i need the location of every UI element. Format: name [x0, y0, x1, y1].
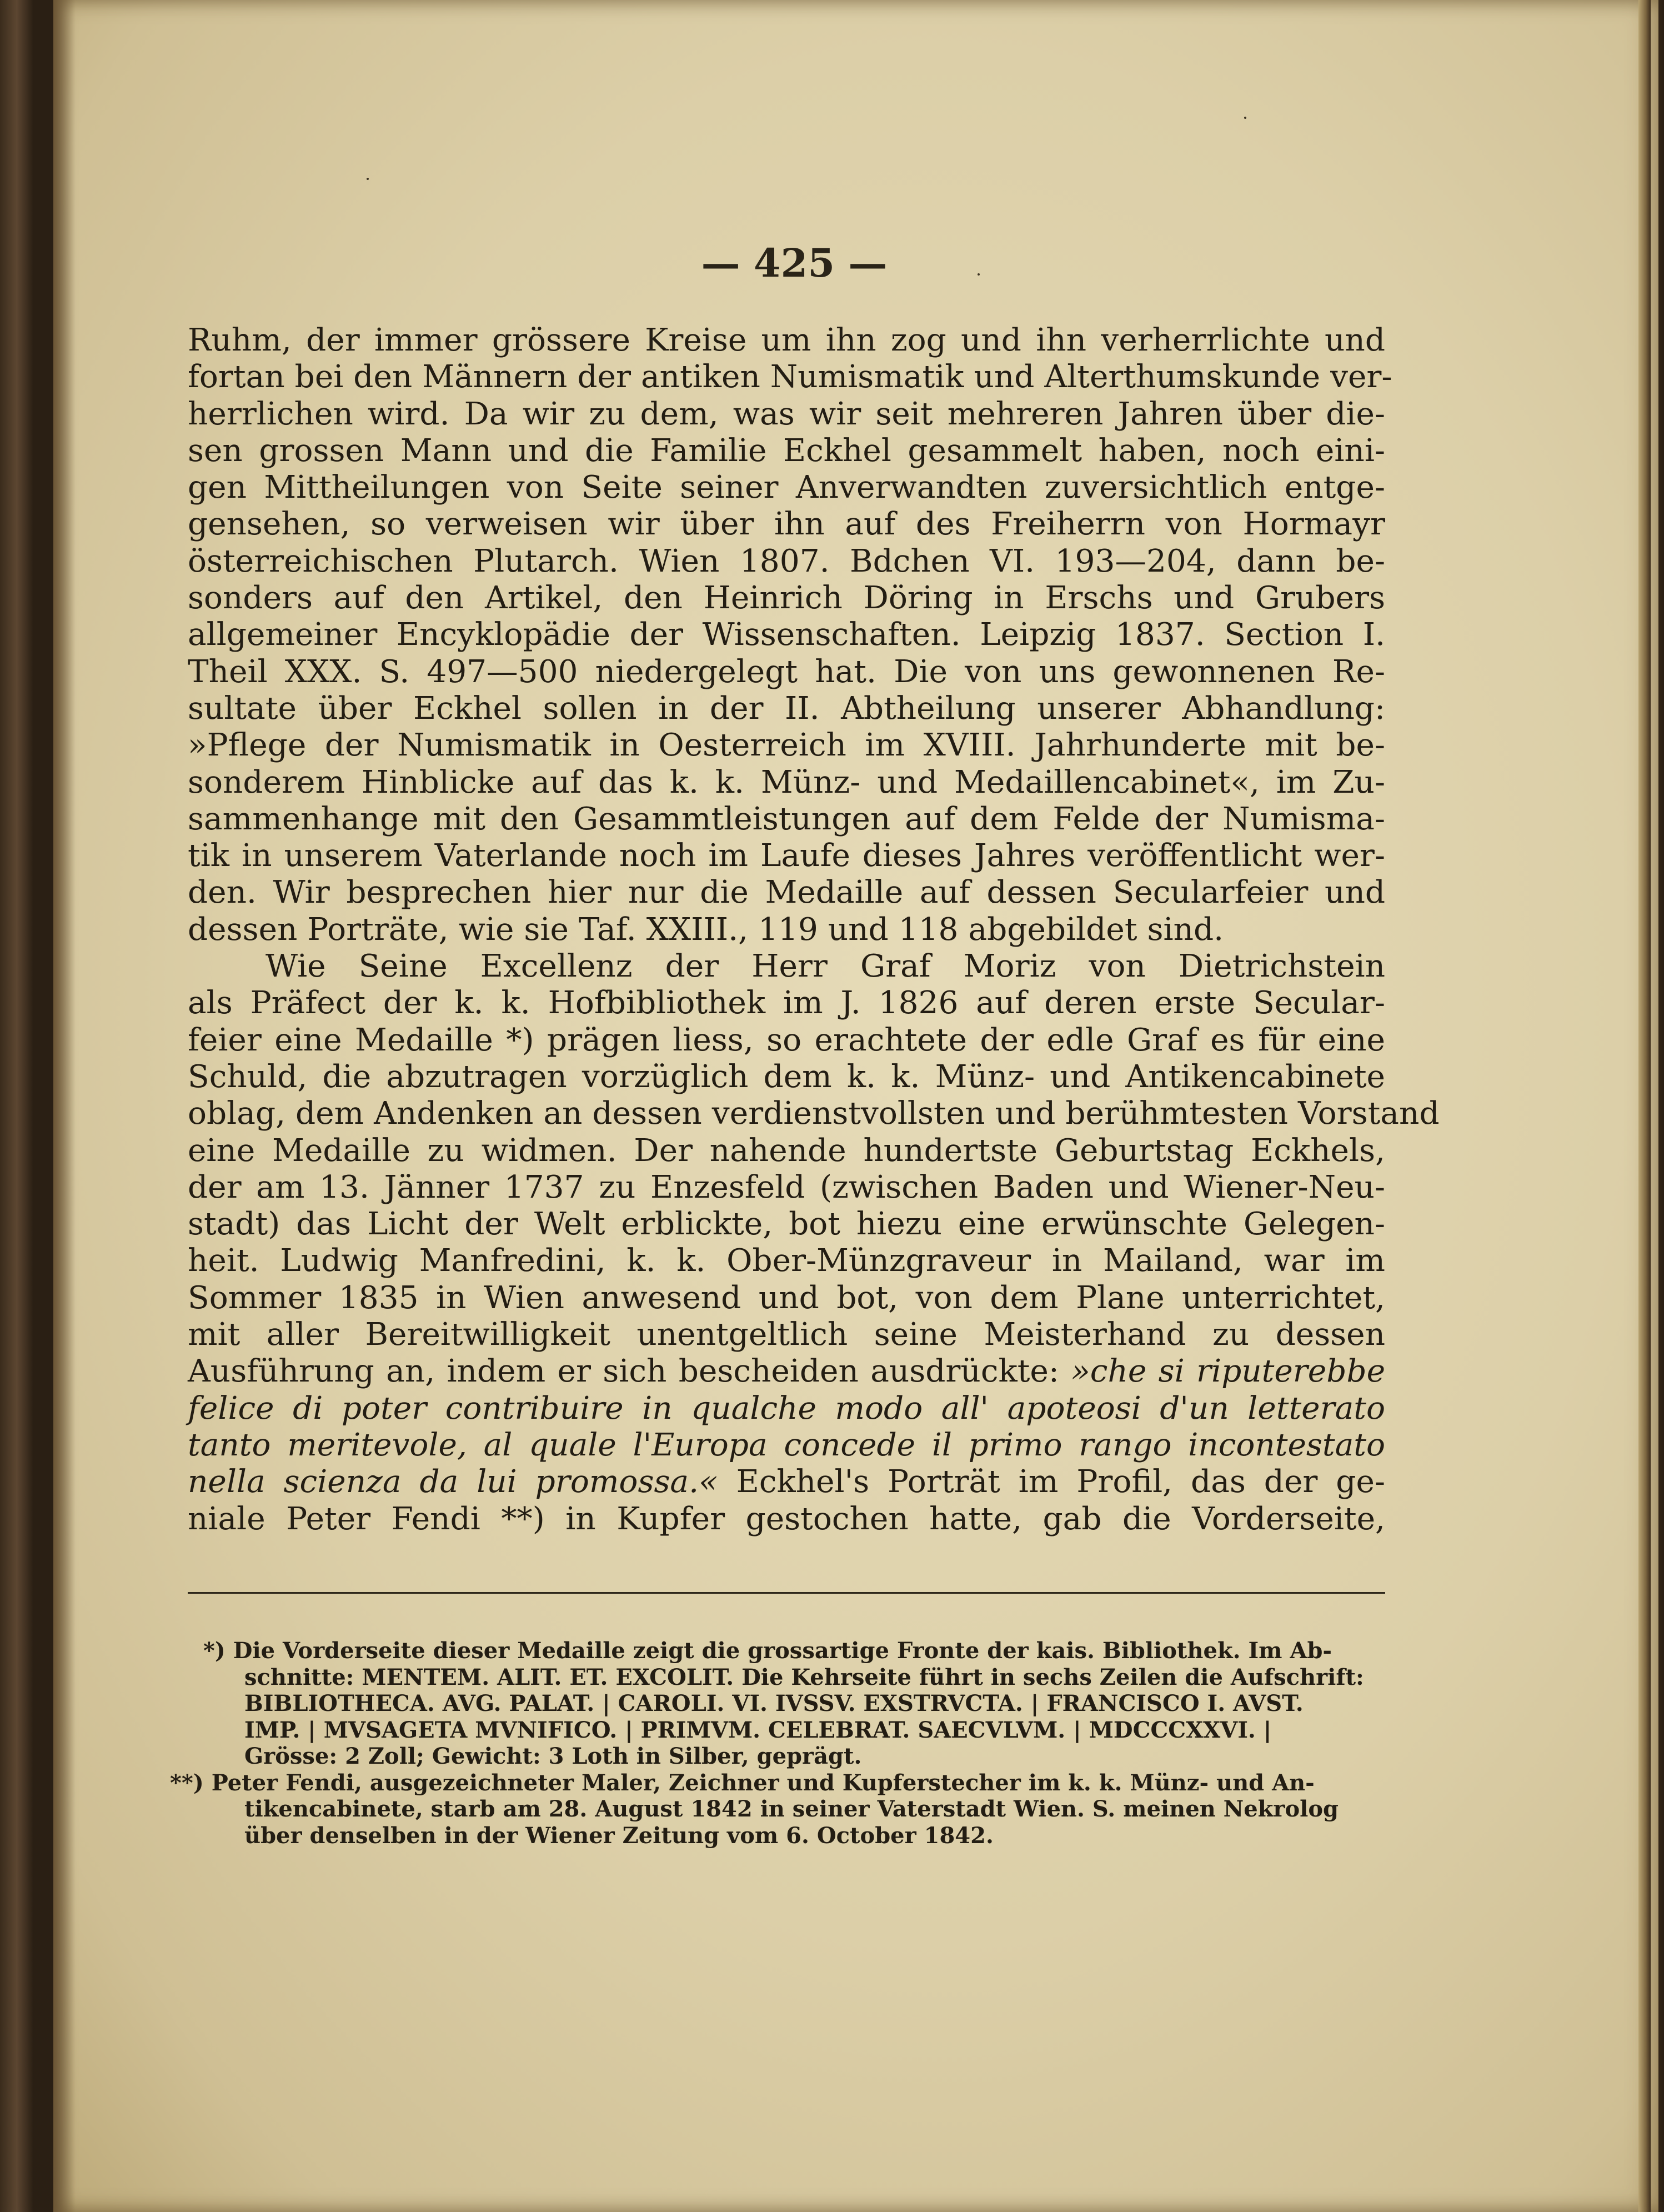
footnote-line: BIBLIOTHECA. AVG. PALAT. | CAROLI. VI. IVSSV. EXSTRVCTA. | FRANCISCO I. AVST. [244, 1690, 1304, 1716]
text-line: den. Wir besprechen hier nur die Medaille auf dessen Secularfeier und [188, 874, 1385, 911]
paper-speck [978, 273, 980, 276]
paper-speck [367, 178, 369, 180]
footnote-line: tikencabinete, starb am 28. August 1842 in seiner Vaterstadt Wien. S. meinen Nekrolog [244, 1796, 1339, 1822]
footnote-line: über denselben in der Wiener Zeitung vom 6. October 1842. [244, 1822, 994, 1849]
text-line: allgemeiner Encyklopädie der Wissenschaften. Leipzig 1837. Section I. [188, 617, 1385, 653]
text-line: »Pflege der Numismatik in Oesterreich im XVIII. Jahrhunderte mit be- [188, 727, 1385, 764]
text-line: herrlichen wird. Da wir zu dem, was wir seit mehreren Jahren über die- [188, 396, 1385, 432]
paper-speck [1244, 117, 1246, 119]
main-text [188, 322, 1440, 1538]
footnote-line: schnitte: MENTEM. ALIT. ET. EXCOLIT. Die Kehrseite führt in sechs Zeilen die Aufschrift: [244, 1664, 1364, 1690]
text-line: mit aller Bereitwilligkeit unentgeltlich seine Meisterhand zu dessen [188, 1317, 1385, 1353]
text-line: sen grossen Mann und die Familie Eckhel gesammelt haben, noch eini- [188, 432, 1385, 469]
footnote-divider [188, 1592, 1385, 1594]
footnote-line: *) Die Vorderseite dieser Medaille zeigt die grossartige Fronte der kais. Bibliothek. Im Ab- [203, 1638, 1332, 1664]
text-line: stadt) das Licht der Welt erblickte, bot hiezu eine erwünschte Gelegen- [188, 1206, 1385, 1243]
text-line: tanto meritevole, al quale l'Europa concede il primo rango incontestato [188, 1427, 1385, 1463]
page-edge [1638, 0, 1651, 2212]
text-line: eine Medaille zu widmen. Der nahende hundertste Geburtstag Eckhels, [188, 1132, 1385, 1169]
text-line: tik in unserem Vaterlande noch im Laufe dieses Jahres veröffentlicht wer- [188, 838, 1385, 874]
text-line: oblag, dem Andenken an dessen verdienstvollsten und berühmtesten Vorstand [188, 1095, 1440, 1132]
page-number: — 425 — [701, 240, 888, 286]
text-line: Ruhm, der immer grössere Kreise um ihn zog und ihn verherrlichte und [188, 322, 1385, 358]
text-fragment: Eckhel's Porträt im Profil, das der ge- [736, 1464, 1386, 1500]
text-line [188, 1464, 1385, 1500]
text-line: heit. Ludwig Manfredini, k. k. Ober-Münzgraveur in Mailand, war im [188, 1243, 1385, 1279]
text-line: fortan bei den Männern der antiken Numismatik und Alterthumskunde ver- [188, 359, 1392, 396]
text-line: Schuld, die abzutragen vorzüglich dem k. k. Münz- und Antikencabinete [188, 1058, 1385, 1095]
text-line: sonders auf den Artikel, den Heinrich Döring in Erschs und Grubers [188, 580, 1385, 617]
text-line: gen Mittheilungen von Seite seiner Anverwandten zuversichtlich entge- [188, 469, 1385, 506]
text-line: sonderem Hinblicke auf das k. k. Münz- und Medaillencabinet«, im Zu- [188, 764, 1385, 800]
text-line: dessen Porträte, wie sie Taf. XXIII., 119 und 118 abgebildet sind. [188, 911, 1224, 948]
footnote-line: IMP. | MVSAGETA MVNIFICO. | PRIMVM. CELEBRAT. SAECVLVM. | MDCCCXXVI. | [244, 1716, 1272, 1743]
text-line [188, 1353, 1385, 1390]
text-line: der am 13. Jänner 1737 zu Enzesfeld (zwischen Baden und Wiener-Neu- [188, 1169, 1385, 1205]
page-gutter-shadow [53, 0, 76, 2212]
text-line: Sommer 1835 in Wien anwesend und bot, von dem Plane unterrichtet, [188, 1279, 1385, 1316]
text-line: Wie Seine Excellenz der Herr Graf Moriz von Dietrichstein [265, 948, 1385, 985]
footnotes [170, 1638, 1385, 1849]
text-line: felice di poter contribuire in qualche modo all' apoteosi d'un letterato [188, 1390, 1385, 1427]
text-line: niale Peter Fendi **) in Kupfer gestochen hatte, gab die Vorderseite, [188, 1500, 1385, 1537]
text-line: gensehen, so verweisen wir über ihn auf des Freiherrn von Hormayr [188, 506, 1385, 543]
footnote-line: Grösse: 2 Zoll; Gewicht: 3 Loth in Silber, geprägt. [244, 1743, 862, 1769]
text-line: sultate über Eckhel sollen in der II. Abtheilung unserer Abhandlung: [188, 690, 1385, 727]
text-line: sammenhange mit den Gesammtleistungen auf dem Felde der Numisma- [188, 800, 1385, 837]
text-line: Theil XXX. S. 497—500 niedergelegt hat. Die von uns gewonnenen Re- [188, 653, 1385, 690]
text-line: als Präfect der k. k. Hofbibliothek im J. 1826 auf deren erste Secular- [188, 985, 1385, 1022]
footnote-line: **) Peter Fendi, ausgezeichneter Maler, Zeichner und Kupferstecher im k. k. Münz- und An- [170, 1769, 1315, 1796]
text-line: österreichischen Plutarch. Wien 1807. Bdchen VI. 193—204, dann be- [188, 543, 1385, 579]
text-line: feier eine Medaille *) prägen liess, so erachtete der edle Graf es für eine [188, 1022, 1385, 1058]
italic-quote: »che si riputerebbe [1071, 1353, 1386, 1390]
text-fragment: Ausführung an, indem er sich bescheiden ausdrückte: [188, 1353, 1059, 1390]
italic-quote: nella scienza da lui promossa.« [188, 1464, 718, 1500]
